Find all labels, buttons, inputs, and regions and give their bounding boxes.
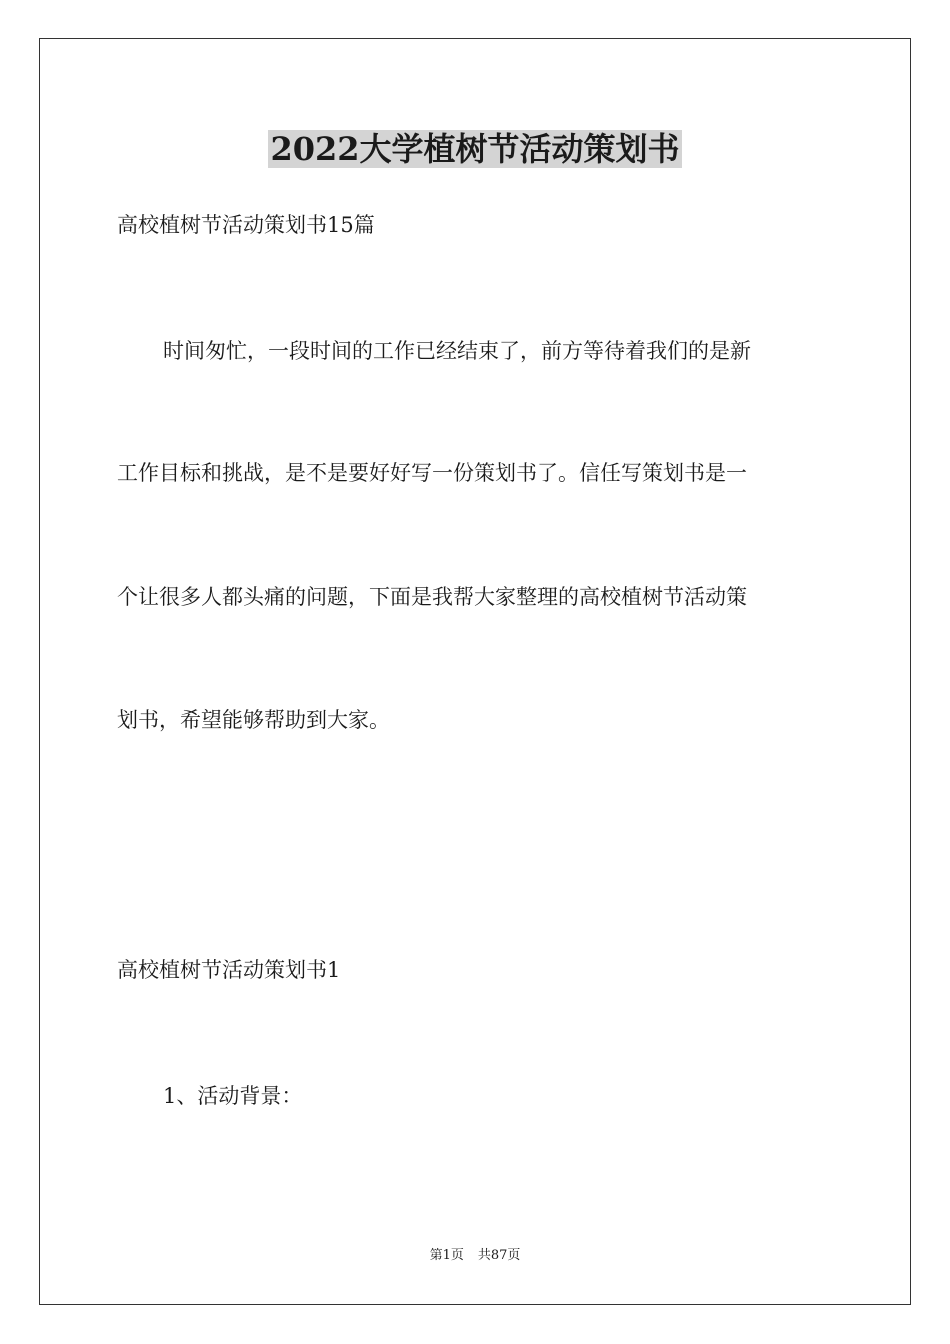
document-title: 2022大学植树节活动策划书 <box>270 130 680 168</box>
list-item-background: 1、活动背景： <box>163 1084 303 1108</box>
section-heading: 高校植树节活动策划书1 <box>117 958 341 982</box>
intro-line-2: 工作目标和挑战，是不是要好好写一份策划书了。信任写策划书是一 <box>117 461 747 485</box>
page-total: 共87页 <box>477 1248 521 1263</box>
intro-line-4: 划书，希望能够帮助到大家。 <box>117 708 390 732</box>
document-subtitle: 高校植树节活动策划书15篇 <box>117 213 375 237</box>
page-number: 第1页 <box>429 1248 464 1263</box>
page-footer <box>0 1247 950 1265</box>
intro-line-3: 个让很多人都头痛的问题，下面是我帮大家整理的高校植树节活动策 <box>117 585 747 609</box>
intro-line-1: 时间匆忙，一段时间的工作已经结束了，前方等待着我们的是新 <box>163 339 751 363</box>
